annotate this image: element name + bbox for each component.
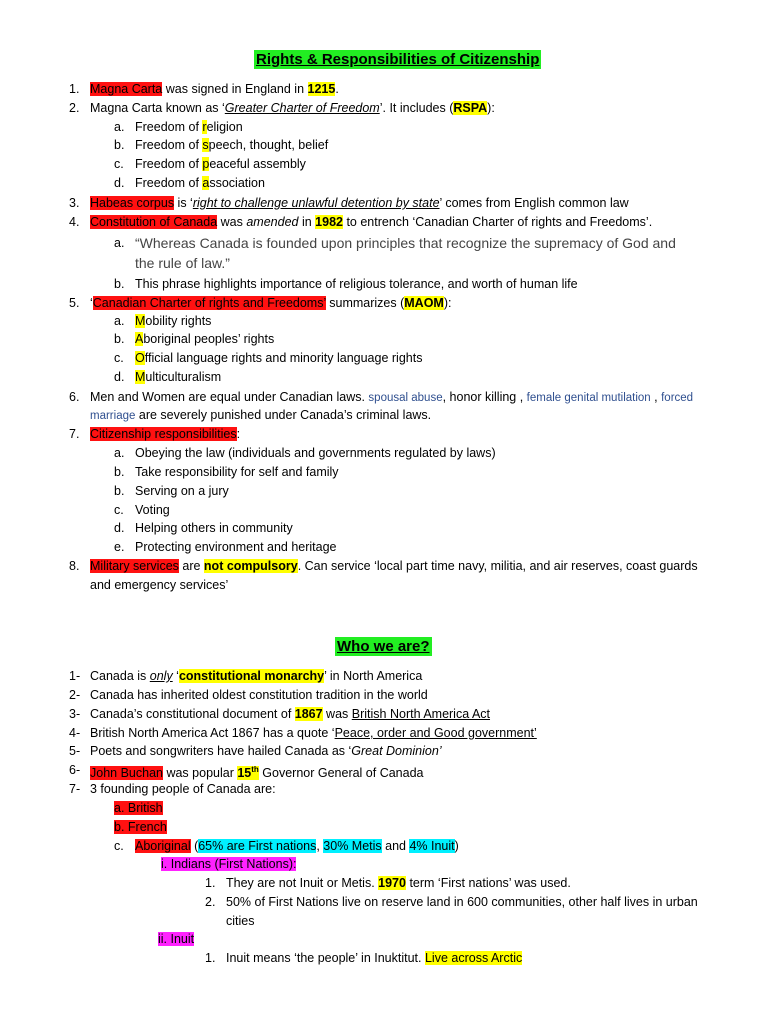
list-number: 3. xyxy=(69,196,80,210)
list-item: Obeying the law (individuals and governments regulated by laws) xyxy=(135,446,496,460)
list-item: Aboriginal (65% are First nations, 30% Metis and 4% Inuit) xyxy=(135,839,459,853)
list-number: 5. xyxy=(69,296,80,310)
list-item: Freedom of speech, thought, belief xyxy=(135,138,329,152)
sub-letter: d. xyxy=(114,521,125,535)
sub-letter: a. xyxy=(114,236,125,250)
sub-letter: a. xyxy=(114,314,125,328)
list-item: Constitution of Canada was amended in 1982 to entrench ‘Canadian Charter of rights and Freedoms’. xyxy=(90,215,653,229)
sub-letter: a. xyxy=(114,446,125,460)
list-item: Inuit means ‘the people’ in Inuktitut. Live across Arctic xyxy=(226,951,523,965)
sub-letter: c. xyxy=(114,351,124,365)
list-item: Canada has inherited oldest constitution tradition in the world xyxy=(90,688,428,702)
list-item: Canada is only ‘constitutional monarchy’ in North America xyxy=(90,669,423,683)
list-item: Freedom of association xyxy=(135,176,265,190)
list-number: 6- xyxy=(69,763,81,777)
list-item: Serving on a jury xyxy=(135,484,229,498)
list-item: Magna Carta known as ‘Greater Charter of Freedom’. It includes (RSPA): xyxy=(90,101,495,115)
list-item: Freedom of peaceful assembly xyxy=(135,157,306,171)
list-number: 2- xyxy=(69,688,81,702)
list-item: Men and Women are equal under Canadian laws. spousal abuse, honor killing , female genital mutilation , forced xyxy=(90,390,694,404)
list-item: Citizenship responsibilities: xyxy=(90,427,241,441)
sub-letter: a. xyxy=(114,120,125,134)
list-number: 2. xyxy=(69,101,80,115)
list-item: This phrase highlights importance of religious tolerance, and worth of human life xyxy=(135,277,578,291)
list-number: 5- xyxy=(69,744,81,758)
list-item: i. Indians (First Nations): xyxy=(161,857,297,871)
list-item: b. French xyxy=(114,820,167,834)
list-item: Voting xyxy=(135,503,170,517)
list-item: British North America Act 1867 has a quote ‘Peace, order and Good government’ xyxy=(90,726,537,740)
sub-letter: b. xyxy=(114,465,125,479)
list-number: 7. xyxy=(69,427,80,441)
sub-letter: b. xyxy=(114,484,125,498)
list-item: Poets and songwriters have hailed Canada as ‘Great Dominion’ xyxy=(90,744,442,758)
section-title-who-we-are: Who we are? xyxy=(337,638,430,655)
list-item: Freedom of religion xyxy=(135,120,243,134)
sub-letter: e. xyxy=(114,540,125,554)
quote-line: “Whereas Canada is founded upon principles that recognize the supremacy of God and xyxy=(135,235,676,251)
list-item: cities xyxy=(226,914,255,928)
list-number: 8. xyxy=(69,559,80,573)
sub-letter: d. xyxy=(114,370,125,384)
list-item: John Buchan was popular 15th Governor General of Canada xyxy=(90,765,424,781)
list-number: 7- xyxy=(69,782,81,796)
list-item: They are not Inuit or Metis. 1970 term ‘First nations’ was used. xyxy=(226,876,571,890)
list-number: 4. xyxy=(69,215,80,229)
list-number: 4- xyxy=(69,726,81,740)
sub-letter: c. xyxy=(114,157,124,171)
list-number: 1. xyxy=(69,82,80,96)
sub-number: 2. xyxy=(205,895,216,909)
list-item: Take responsibility for self and family xyxy=(135,465,339,479)
sub-letter: c. xyxy=(114,503,124,517)
list-item: Official language rights and minority language rights xyxy=(135,351,423,365)
list-item: marriage are severely punished under Canada’s criminal laws. xyxy=(90,408,432,422)
sub-number: 1. xyxy=(205,951,216,965)
list-item: 3 founding people of Canada are: xyxy=(90,782,276,796)
list-item: a. British xyxy=(114,801,163,815)
sub-letter: b. xyxy=(114,277,125,291)
sub-letter: b. xyxy=(114,332,125,346)
list-number: 1- xyxy=(69,669,81,683)
list-item: Aboriginal peoples’ rights xyxy=(135,332,275,346)
list-item: Protecting environment and heritage xyxy=(135,540,337,554)
list-item: Military services are not compulsory. Can service ‘local part time navy, militia, and air reserves, coast guards xyxy=(90,559,698,573)
sub-number: 1. xyxy=(205,876,216,890)
list-item: Habeas corpus is ‘right to challenge unlawful detention by state’ comes from English common law xyxy=(90,196,629,210)
list-number: 3- xyxy=(69,707,81,721)
sub-letter: c. xyxy=(114,839,124,853)
list-item: Multiculturalism xyxy=(135,370,222,384)
list-item: 50% of First Nations live on reserve land in 600 communities, other half lives in urban xyxy=(226,895,698,909)
list-item: Helping others in community xyxy=(135,521,293,535)
list-number: 6. xyxy=(69,390,80,404)
quote-line: the rule of law.” xyxy=(135,255,230,271)
list-item: Canada’s constitutional document of 1867 was British North America Act xyxy=(90,707,491,721)
list-item: Magna Carta was signed in England in 1215. xyxy=(90,82,339,96)
sub-letter: d. xyxy=(114,176,125,190)
list-item: ii. Inuit xyxy=(158,932,195,946)
sub-letter: b. xyxy=(114,138,125,152)
list-item: and emergency services’ xyxy=(90,578,229,592)
section-title-rights: Rights & Responsibilities of Citizenship xyxy=(256,51,540,68)
list-item: ‘Canadian Charter of rights and Freedoms’ summarizes (MAOM): xyxy=(90,296,452,310)
list-item: Mobility rights xyxy=(135,314,212,328)
